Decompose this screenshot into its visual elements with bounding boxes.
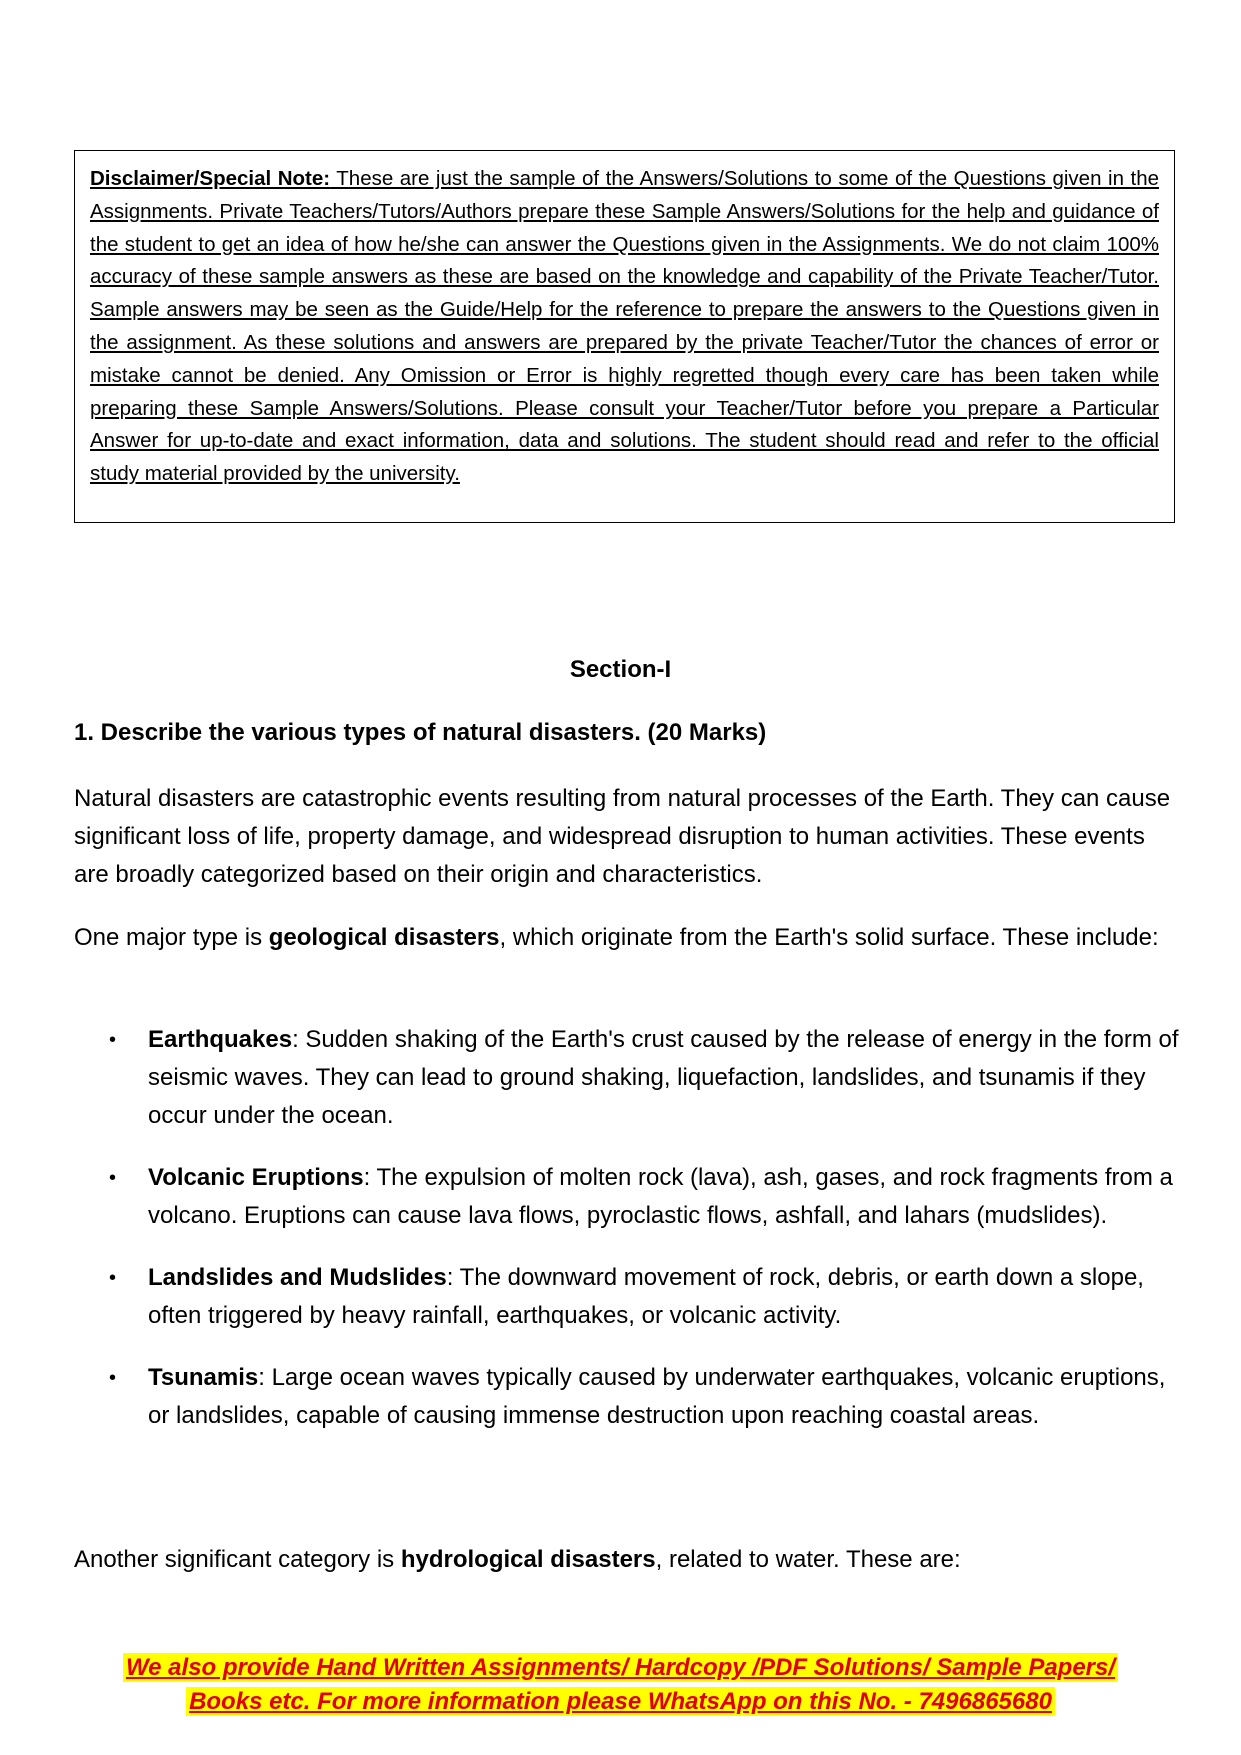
disclaimer-box bbox=[74, 150, 1175, 523]
intro-paragraph: Natural disasters are catastrophic events resulting from natural processes of the Earth. They can cause significant loss of life, property damage, and widespread disruption to human activities. These events are broadly categorized based on their origin and characteristics. bbox=[74, 785, 1171, 888]
hazard-term: Earthquakes bbox=[148, 1026, 293, 1053]
promo-footer bbox=[0, 1651, 1241, 1719]
geological-after: , which originate from the Earth's solid surface. These include: bbox=[499, 924, 1159, 951]
promo-line-1: We also provide Hand Written Assignments/ Hardcopy /PDF Solutions/ Sample Papers/ bbox=[123, 1653, 1118, 1682]
geological-paragraph bbox=[74, 919, 1184, 957]
hazard-description: : The downward movement of rock, debris, or earth down a slope, often triggered by heavy rainfall, earthquakes, or volcanic activity. bbox=[148, 1264, 1144, 1329]
hydrological-after: , related to water. These are: bbox=[655, 1546, 961, 1573]
hazard-term: Volcanic Eruptions bbox=[148, 1164, 364, 1191]
section-title: Section-I bbox=[569, 656, 672, 683]
hazard-term: Landslides and Mudslides bbox=[148, 1264, 447, 1291]
geological-hazard-list bbox=[74, 1021, 1184, 1459]
list-item bbox=[74, 1259, 1184, 1335]
bullet-icon: • bbox=[109, 1029, 117, 1051]
hydrological-term: hydrological disasters bbox=[400, 1546, 656, 1573]
hydrological-before: Another significant category is bbox=[74, 1546, 401, 1573]
disclaimer-label: Disclaimer/Special Note: bbox=[90, 167, 331, 190]
hazard-term: Tsunamis bbox=[148, 1364, 259, 1391]
promo-line-2: Books etc. For more information please WhatsApp on this No. - 7496865680 bbox=[186, 1687, 1055, 1716]
bullet-icon: • bbox=[109, 1167, 117, 1189]
list-item bbox=[74, 1021, 1184, 1135]
hydrological-paragraph bbox=[74, 1541, 1184, 1579]
geological-term: geological disasters bbox=[268, 924, 500, 951]
geological-before: One major type is bbox=[74, 924, 269, 951]
hazard-description: : Large ocean waves typically caused by underwater earthquakes, volcanic eruptions, or landslides, capable of causing immense destruction upon reaching coastal areas. bbox=[148, 1364, 1166, 1429]
hazard-description: : The expulsion of molten rock (lava), ash, gases, and rock fragments from a volcano. Eruptions can cause lava flows, pyroclastic flows, ashfall, and lahars (mudslides). bbox=[148, 1164, 1173, 1229]
question-heading: 1. Describe the various types of natural disasters. (20 Marks) bbox=[74, 719, 767, 746]
list-item bbox=[74, 1159, 1184, 1235]
list-item bbox=[74, 1359, 1184, 1435]
disclaimer-body: These are just the sample of the Answers/Solutions to some of the Questions given in the Assignments. Private Teachers/Tutors/Authors prepare these Sample Answers/Solutions for the help and guidance of the student to get an idea of how he/she can answer the Questions given in the Assignments. We do not claim 100% accuracy of these sample answers as these are based on the knowledge and capability of the Private Teacher/Tutor. Sample answers may be seen as the Guide/Help for the reference to prepare the answers to the Questions given in the assignment. As these solutions and answers are prepared by the private Teacher/Tutor the chances of error or mistake cannot be denied. Any Omission or Error is highly regretted though every care has been taken while preparing these Sample Answers/Solutions. Please consult your Teacher/Tutor before you prepare a Particular Answer for up-to-date and exact information, data and solutions. The student should read and refer to the official study material provided by the university. bbox=[90, 167, 1160, 486]
bullet-icon: • bbox=[109, 1267, 117, 1289]
bullet-icon: • bbox=[109, 1367, 117, 1389]
hazard-description: : Sudden shaking of the Earth's crust caused by the release of energy in the form of seismic waves. They can lead to ground shaking, liquefaction, landslides, and tsunamis if they occur under the ocean. bbox=[148, 1026, 1179, 1129]
disclaimer-text bbox=[90, 167, 1159, 485]
